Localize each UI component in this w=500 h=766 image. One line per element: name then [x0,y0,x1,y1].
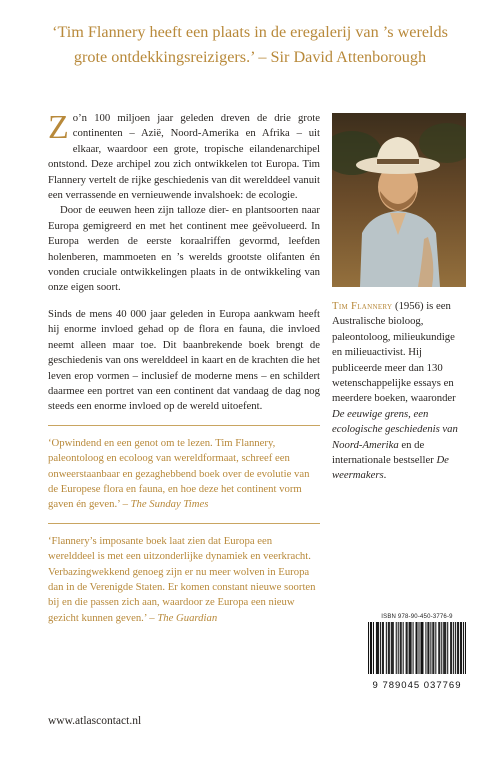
paragraph-1-text: o’n 100 miljoen jaar geleden dreven de drie grote continenten – Azië, Noord-Amerika en Afrika – uit elkaar, waardoor een grote, tropische eilandenarchipel ontstond. Deze archipel zou zich ontwikkelen tot Europa. Tim Flannery vertelt de rijke geschiedenis van dit werelddeel vanuit een verrassende en vernieuwende invalshoek: de ecologie. [48,112,320,202]
divider-2 [48,523,320,524]
paragraph-3: Sinds de mens 40 000 jaar geleden in Europa aankwam heeft hij enorme invloed gehad op de flora en fauna, die invloed neemt alleen maar toe. Dit baanbrekende boek brengt de geschiedenis van ons werelddeel in kaart en de krachten die het leven erop vormen – inclusief de moderne mens – en schildert daarmee een portret van een continent dat vandaag de dag nog steeds een enorme invloed op de wereld uitoefent. [48,307,320,413]
review-2 [48,534,320,626]
author-photo [332,113,466,287]
drop-cap: Z [48,109,69,146]
divider-1 [48,425,320,426]
review-1-text: ‘Opwindend en een genot om te lezen. Tim Flannery, paleontoloog en ecoloog van wereldformaat, schreef een onweerstaanbaar en gezaghebbend boek over de evolutie van de Europese flora en fauna, en hoe deze het continent vorm gaven én geven.’ – [48,436,310,511]
barcode-number: 9 789045 037769 [372,680,462,691]
author-photo-illustration [332,113,466,287]
top-quote-line-1: ‘Tim Flannery heeft een plaats in de eregalerij van ’s werelds [52,23,448,41]
publisher-website: www.atlascontact.nl [48,715,142,727]
main-text-column [48,111,320,626]
bio-text-2: en de internationale bestseller [332,438,437,467]
paragraph-2: Door de eeuwen heen zijn talloze dier- en plantsoorten naar Europa gemigreerd en met het continent mee geëvolueerd. In Europa werden de eerste koraalriffen gevormd, leefden holenberen, mammoeten en ’s werelds grootste olifanten én vonden cruciale ontwikkelingen plaats in de ontwikkeling van onze eigen soort. [48,204,320,294]
author-bio [332,299,466,484]
top-quote [20,20,480,70]
bio-text-1: (1956) is een Australische bioloog, paleontoloog, milieukundige en milieuactivist. Hij publiceerde meer dan 130 wetenschappelijke essays en meerdere boeken, waaronder [332,300,456,405]
review-2-source: The Guardian [157,611,218,624]
bio-text-3: . [383,469,387,482]
top-quote-line-2: grote ontdekkingsreizigers.’ – Sir David Attenborough [73,48,427,66]
review-2-text: ‘Flannery’s imposante boek laat zien dat Europa een werelddeel is met een uitzonderlijke dynamiek en veerkracht. Verbazingwekkend genoeg zijn er nu meer wolven in Europa dan in de Verenigde Staten. Er komen constant nieuwe soorten bij en die passen zich aan, waardoor ze Europa een nieuw gezicht kunnen geven.’ – [48,534,316,624]
isbn-barcode [368,614,466,691]
paragraph-1 [48,111,320,203]
bio-book-2: De weermakers [332,454,449,482]
author-name: Tim Flannery [332,300,393,312]
review-1 [48,436,320,513]
barcode-bars [368,622,466,674]
isbn-label: ISBN 978-90-450-3776-9 [381,614,453,620]
review-1-source: The Sunday Times [130,498,209,511]
bio-book-1: De eeuwige grens, een ecologische geschiedenis van Noord-Amerika [332,407,458,451]
